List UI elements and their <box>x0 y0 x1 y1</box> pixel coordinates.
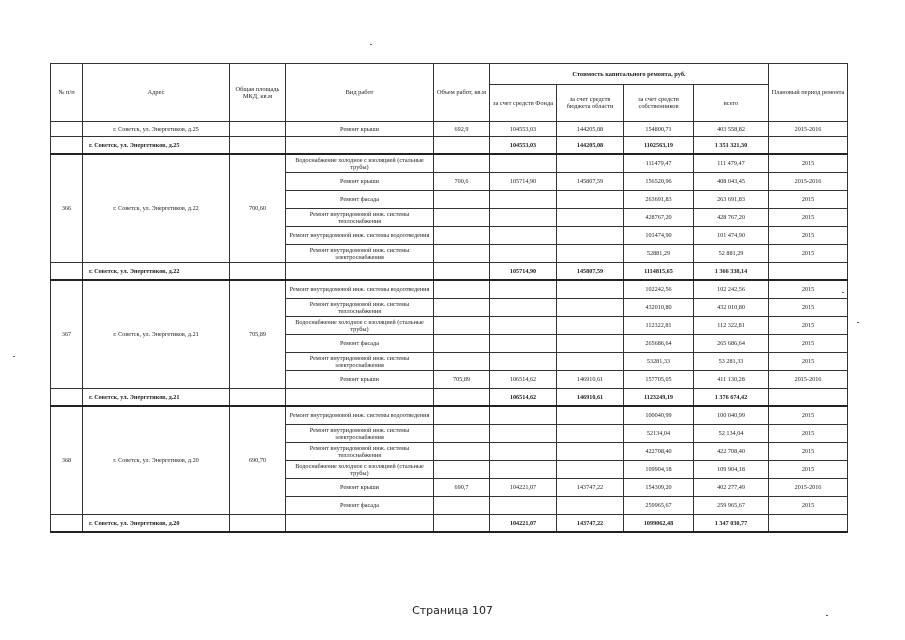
row-num <box>51 122 83 137</box>
row-volume <box>434 461 490 479</box>
row-owners: 100040,99 <box>624 406 694 425</box>
total-budget: 143747,22 <box>557 515 624 533</box>
row-owners: 112322,81 <box>624 317 694 335</box>
row-budget <box>557 191 624 209</box>
row-owners: 154800,71 <box>624 122 694 137</box>
row-period: 2015 <box>769 154 848 173</box>
total-sum: 1 366 338,14 <box>694 263 769 281</box>
row-period: 2015 <box>769 406 848 425</box>
total-budget: 144205,08 <box>557 137 624 155</box>
row-fund <box>490 335 557 353</box>
total-budget: 145807,59 <box>557 263 624 281</box>
house-area: 705,89 <box>230 280 286 389</box>
row-total: 112 322,81 <box>694 317 769 335</box>
row-period: 2015-2016 <box>769 122 848 137</box>
row-budget <box>557 425 624 443</box>
total-row <box>51 515 848 533</box>
row-total: 403 558,82 <box>694 122 769 137</box>
row-area <box>230 122 286 137</box>
scan-speck <box>842 292 844 293</box>
row-total: 263 691,83 <box>694 191 769 209</box>
row-budget: 143747,22 <box>557 479 624 497</box>
row-work: Ремонт внутридомовой инж. системы теплоснабжения <box>286 209 434 227</box>
row-volume <box>434 335 490 353</box>
row-total: 100 040,99 <box>694 406 769 425</box>
row-fund <box>490 154 557 173</box>
row-period: 2015 <box>769 353 848 371</box>
row-budget: 146910,61 <box>557 371 624 389</box>
row-owners: 111479,47 <box>624 154 694 173</box>
total-period <box>769 263 848 281</box>
row-budget <box>557 353 624 371</box>
house-area: 690,70 <box>230 406 286 515</box>
row-budget <box>557 335 624 353</box>
table-row <box>51 406 848 425</box>
row-budget <box>557 227 624 245</box>
row-budget <box>557 209 624 227</box>
row-volume <box>434 227 490 245</box>
row-volume <box>434 353 490 371</box>
row-period: 2015 <box>769 497 848 515</box>
total-owners: 1099062,48 <box>624 515 694 533</box>
row-address: г. Советск, ул. Энергетиков, д.25 <box>83 122 230 137</box>
scan-speck <box>826 615 828 616</box>
row-volume <box>434 191 490 209</box>
row-work: Ремонт внутридомовой инж. системы электроснабжения <box>286 425 434 443</box>
row-fund <box>490 209 557 227</box>
total-period <box>769 389 848 407</box>
row-volume <box>434 299 490 317</box>
row-period: 2015 <box>769 443 848 461</box>
row-fund: 104221,07 <box>490 479 557 497</box>
row-period: 2015 <box>769 425 848 443</box>
total-area <box>230 263 286 281</box>
col-header-fund: за счет средств Фонда <box>490 85 557 122</box>
col-header-period: Плановый период ремонта <box>769 64 848 122</box>
total-sum: 1 351 321,30 <box>694 137 769 155</box>
house-area: 700,60 <box>230 154 286 263</box>
total-owners: 1102563,19 <box>624 137 694 155</box>
row-total: 109 904,18 <box>694 461 769 479</box>
row-budget: 145807,59 <box>557 173 624 191</box>
total-sum: 1 347 030,77 <box>694 515 769 533</box>
row-owners: 156520,96 <box>624 173 694 191</box>
row-volume: 690,7 <box>434 479 490 497</box>
row-budget <box>557 461 624 479</box>
row-work: Водоснабжение холодное с изоляцией (стальные трубы) <box>286 154 434 173</box>
row-period: 2015 <box>769 317 848 335</box>
row-work: Водоснабжение холодное с изоляцией (стальные трубы) <box>286 461 434 479</box>
row-period: 2015-2016 <box>769 479 848 497</box>
total-num <box>51 389 83 407</box>
row-period: 2015 <box>769 335 848 353</box>
row-owners: 422708,40 <box>624 443 694 461</box>
total-area <box>230 389 286 407</box>
row-fund <box>490 280 557 299</box>
row-work: Ремонт крыши <box>286 479 434 497</box>
row-owners: 154309,20 <box>624 479 694 497</box>
row-period: 2015 <box>769 280 848 299</box>
row-volume: 705,89 <box>434 371 490 389</box>
row-total: 428 767,20 <box>694 209 769 227</box>
row-total: 432 010,80 <box>694 299 769 317</box>
row-total: 259 965,67 <box>694 497 769 515</box>
row-fund <box>490 406 557 425</box>
row-work: Ремонт внутридомовой инж. системы водоотведения <box>286 406 434 425</box>
total-sum: 1 376 674,42 <box>694 389 769 407</box>
row-fund <box>490 317 557 335</box>
total-area <box>230 515 286 533</box>
house-address: г. Советск, ул. Энергетиков, д.21 <box>83 280 230 389</box>
page-footer: Страница 107 <box>412 604 493 617</box>
row-fund <box>490 245 557 263</box>
total-area <box>230 137 286 155</box>
total-address: г. Советск, ул. Энергетиков, д.25 <box>83 137 230 155</box>
row-work: Водоснабжение холодное с изоляцией (стальные трубы) <box>286 317 434 335</box>
row-work: Ремонт крыши <box>286 371 434 389</box>
row-owners: 102242,56 <box>624 280 694 299</box>
row-volume <box>434 443 490 461</box>
house-address: г. Советск, ул. Энергетиков, д.22 <box>83 154 230 263</box>
row-budget <box>557 245 624 263</box>
row-fund <box>490 227 557 245</box>
col-header-total: всего <box>694 85 769 122</box>
total-num <box>51 137 83 155</box>
row-owners: 265686,64 <box>624 335 694 353</box>
row-budget <box>557 443 624 461</box>
row-work: Ремонт внутридомовой инж. системы теплоснабжения <box>286 299 434 317</box>
row-volume <box>434 245 490 263</box>
row-work: Ремонт внутридомовой инж. системы электроснабжения <box>286 353 434 371</box>
col-header-area: Общая площадь МКД, кв.м <box>230 64 286 122</box>
col-header-address: Адрес <box>83 64 230 122</box>
table-row <box>51 154 848 173</box>
total-work <box>286 137 434 155</box>
row-period: 2015 <box>769 209 848 227</box>
total-address: г. Советск, ул. Энергетиков, д.20 <box>83 515 230 533</box>
row-volume <box>434 317 490 335</box>
row-work: Ремонт фасада <box>286 497 434 515</box>
house-address: г. Советск, ул. Энергетиков, д.20 <box>83 406 230 515</box>
row-period: 2015-2016 <box>769 173 848 191</box>
row-owners: 428767,20 <box>624 209 694 227</box>
row-fund: 105714,90 <box>490 173 557 191</box>
total-fund: 104221,07 <box>490 515 557 533</box>
table-row <box>51 280 848 299</box>
house-blocks <box>51 154 848 532</box>
total-owners: 1123249,19 <box>624 389 694 407</box>
row-owners: 157705,05 <box>624 371 694 389</box>
total-work <box>286 515 434 533</box>
total-fund: 104553,03 <box>490 137 557 155</box>
total-volume <box>434 263 490 281</box>
row-budget <box>557 154 624 173</box>
house-number: 367 <box>51 280 83 389</box>
row-total: 422 708,40 <box>694 443 769 461</box>
row-budget <box>557 317 624 335</box>
total-num <box>51 263 83 281</box>
col-header-work: Вид работ <box>286 64 434 122</box>
total-fund: 105714,90 <box>490 263 557 281</box>
row-work: Ремонт внутридомовой инж. системы электроснабжения <box>286 245 434 263</box>
row-fund: 106514,62 <box>490 371 557 389</box>
row-budget <box>557 299 624 317</box>
total-volume <box>434 389 490 407</box>
row-period: 2015 <box>769 245 848 263</box>
row-budget <box>557 497 624 515</box>
row-work: Ремонт крыши <box>286 173 434 191</box>
row-fund <box>490 497 557 515</box>
row-total: 52 134,04 <box>694 425 769 443</box>
house-number: 366 <box>51 154 83 263</box>
row-total: 111 479,47 <box>694 154 769 173</box>
row-fund <box>490 299 557 317</box>
total-volume <box>434 137 490 155</box>
row-total: 265 686,64 <box>694 335 769 353</box>
row-owners: 109904,18 <box>624 461 694 479</box>
scan-speck <box>370 44 372 45</box>
row-work: Ремонт крыши <box>286 122 434 137</box>
table-row <box>51 122 848 137</box>
total-row <box>51 263 848 281</box>
row-volume: 692,9 <box>434 122 490 137</box>
row-fund <box>490 191 557 209</box>
col-header-volume: Объем работ, кв.м <box>434 64 490 122</box>
row-work: Ремонт внутридомовой инж. системы теплоснабжения <box>286 443 434 461</box>
row-volume <box>434 154 490 173</box>
row-total: 101 474,90 <box>694 227 769 245</box>
total-num <box>51 515 83 533</box>
col-header-cost-group: Стоимость капитального ремонта, руб. <box>490 64 769 85</box>
row-fund <box>490 461 557 479</box>
row-fund: 104553,03 <box>490 122 557 137</box>
row-fund <box>490 443 557 461</box>
total-work <box>286 263 434 281</box>
total-fund: 106514,62 <box>490 389 557 407</box>
row-fund <box>490 425 557 443</box>
row-period: 2015 <box>769 299 848 317</box>
scan-speck <box>13 356 15 357</box>
total-work <box>286 389 434 407</box>
row-budget: 144205,08 <box>557 122 624 137</box>
row-owners: 259965,67 <box>624 497 694 515</box>
total-period <box>769 137 848 155</box>
row-volume <box>434 280 490 299</box>
row-owners: 52134,04 <box>624 425 694 443</box>
row-volume <box>434 497 490 515</box>
row-work: Ремонт фасада <box>286 191 434 209</box>
total-address: г. Советск, ул. Энергетиков, д.21 <box>83 389 230 407</box>
row-total: 411 130,28 <box>694 371 769 389</box>
row-volume <box>434 425 490 443</box>
row-total: 52 881,29 <box>694 245 769 263</box>
col-header-owners: за счет средств собственников <box>624 85 694 122</box>
row-period: 2015-2016 <box>769 371 848 389</box>
col-header-budget: за счет средств бюджета области <box>557 85 624 122</box>
total-row <box>51 389 848 407</box>
row-work: Ремонт фасада <box>286 335 434 353</box>
total-period <box>769 515 848 533</box>
row-owners: 263691,83 <box>624 191 694 209</box>
row-volume <box>434 406 490 425</box>
total-owners: 1114815,65 <box>624 263 694 281</box>
total-volume <box>434 515 490 533</box>
row-total: 402 277,49 <box>694 479 769 497</box>
row-period: 2015 <box>769 461 848 479</box>
row-owners: 101474,90 <box>624 227 694 245</box>
row-period: 2015 <box>769 191 848 209</box>
row-owners: 432010,80 <box>624 299 694 317</box>
col-header-num: № п/п <box>51 64 83 122</box>
house-number: 368 <box>51 406 83 515</box>
row-budget <box>557 406 624 425</box>
capital-repair-table <box>50 63 848 533</box>
total-address: г. Советск, ул. Энергетиков, д.22 <box>83 263 230 281</box>
capital-repair-table-sheet <box>50 63 850 533</box>
row-volume <box>434 209 490 227</box>
table-body <box>51 122 848 155</box>
row-total: 408 043,45 <box>694 173 769 191</box>
total-budget: 146910,61 <box>557 389 624 407</box>
row-total: 102 242,56 <box>694 280 769 299</box>
scan-speck <box>857 322 859 323</box>
row-work: Ремонт внутридомовой инж. системы водоотведения <box>286 280 434 299</box>
row-owners: 52881,29 <box>624 245 694 263</box>
row-period: 2015 <box>769 227 848 245</box>
row-budget <box>557 280 624 299</box>
row-total: 53 281,33 <box>694 353 769 371</box>
row-work: Ремонт внутридомовой инж. системы водоотведения <box>286 227 434 245</box>
row-owners: 53281,33 <box>624 353 694 371</box>
row-fund <box>490 353 557 371</box>
total-row <box>51 137 848 155</box>
row-volume: 700,6 <box>434 173 490 191</box>
